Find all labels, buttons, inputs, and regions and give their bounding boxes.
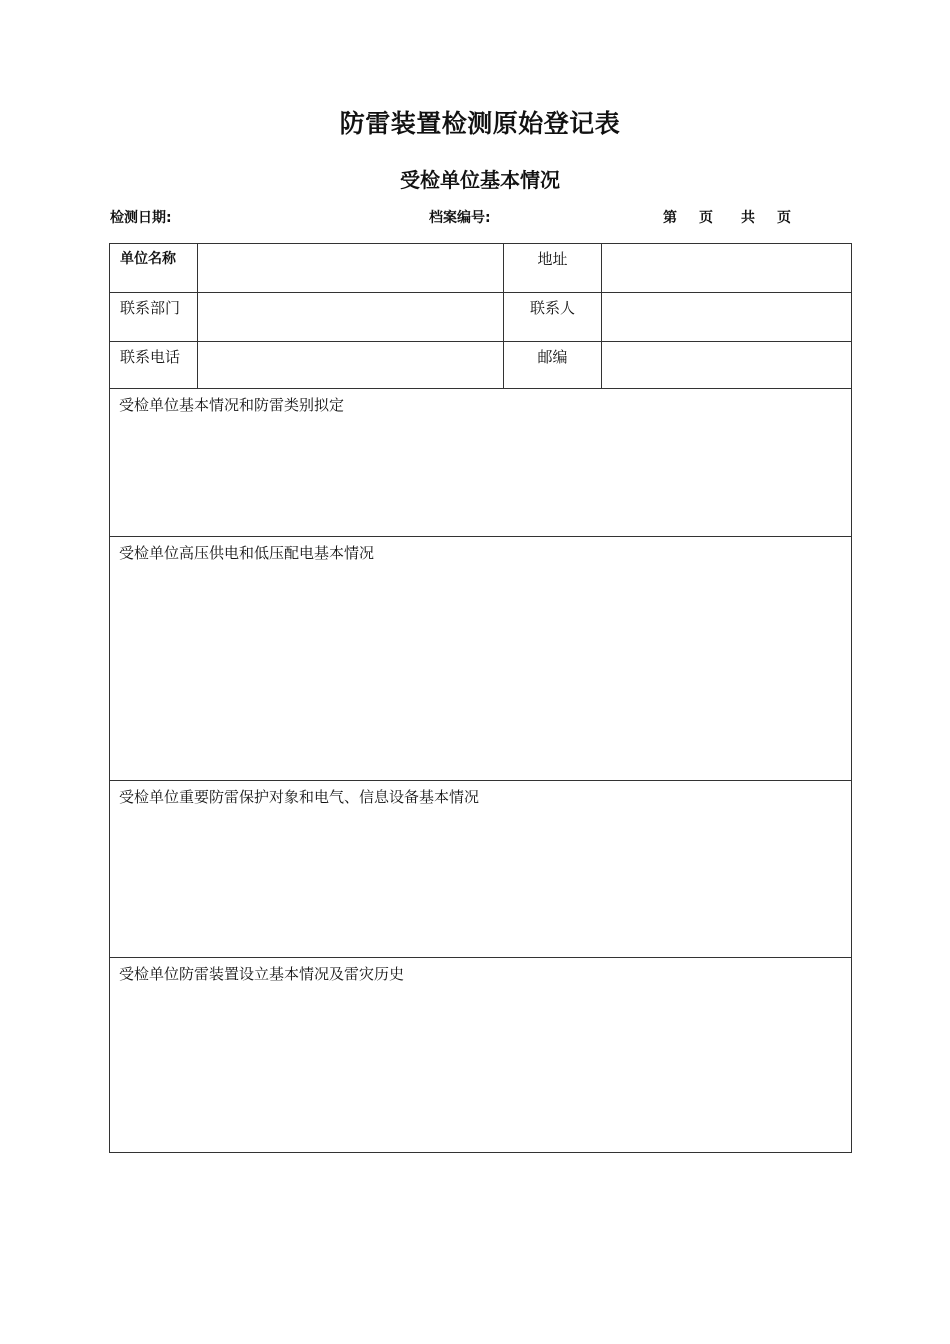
page-prefix: 第	[663, 210, 677, 226]
unit-name-label: 单位名称	[110, 244, 198, 293]
total-suffix: 页	[777, 210, 791, 226]
table-row	[110, 781, 852, 958]
protected-objects-section[interactable]	[110, 781, 852, 958]
table-row	[110, 958, 852, 1153]
page-title: 防雷装置检测原始登记表	[339, 109, 621, 138]
contact-person-field[interactable]	[602, 293, 852, 342]
registration-table	[109, 243, 852, 1153]
contact-department-label: 联系部门	[110, 293, 198, 342]
lightning-history-section[interactable]	[110, 958, 852, 1153]
section-label: 受检单位防雷装置设立基本情况及雷灾历史	[119, 965, 405, 983]
table-row	[110, 342, 852, 389]
unit-name-field[interactable]	[198, 244, 504, 293]
file-number-label: 档案编号:	[429, 210, 491, 226]
meta-row	[0, 207, 950, 229]
page-mid: 页	[699, 210, 713, 226]
contact-person-label: 联系人	[504, 293, 602, 342]
contact-phone-field[interactable]	[198, 342, 504, 389]
table-row	[110, 293, 852, 342]
power-supply-section[interactable]	[110, 537, 852, 781]
address-label: 地址	[504, 244, 602, 293]
table-row	[110, 389, 852, 537]
postcode-label: 邮编	[504, 342, 602, 389]
address-field[interactable]	[602, 244, 852, 293]
table-row	[110, 244, 852, 293]
postcode-field[interactable]	[602, 342, 852, 389]
page-counter	[663, 207, 791, 227]
section-label: 受检单位高压供电和低压配电基本情况	[119, 544, 375, 562]
section-label: 受检单位重要防雷保护对象和电气、信息设备基本情况	[119, 788, 480, 806]
contact-phone-label: 联系电话	[110, 342, 198, 389]
section-label: 受检单位基本情况和防雷类别拟定	[119, 396, 345, 414]
lightning-category-section[interactable]	[110, 389, 852, 537]
section-title: 受检单位基本情况	[400, 168, 560, 192]
contact-department-field[interactable]	[198, 293, 504, 342]
table-row	[110, 537, 852, 781]
total-prefix: 共	[741, 210, 755, 226]
inspection-date-label: 检测日期:	[110, 210, 172, 226]
